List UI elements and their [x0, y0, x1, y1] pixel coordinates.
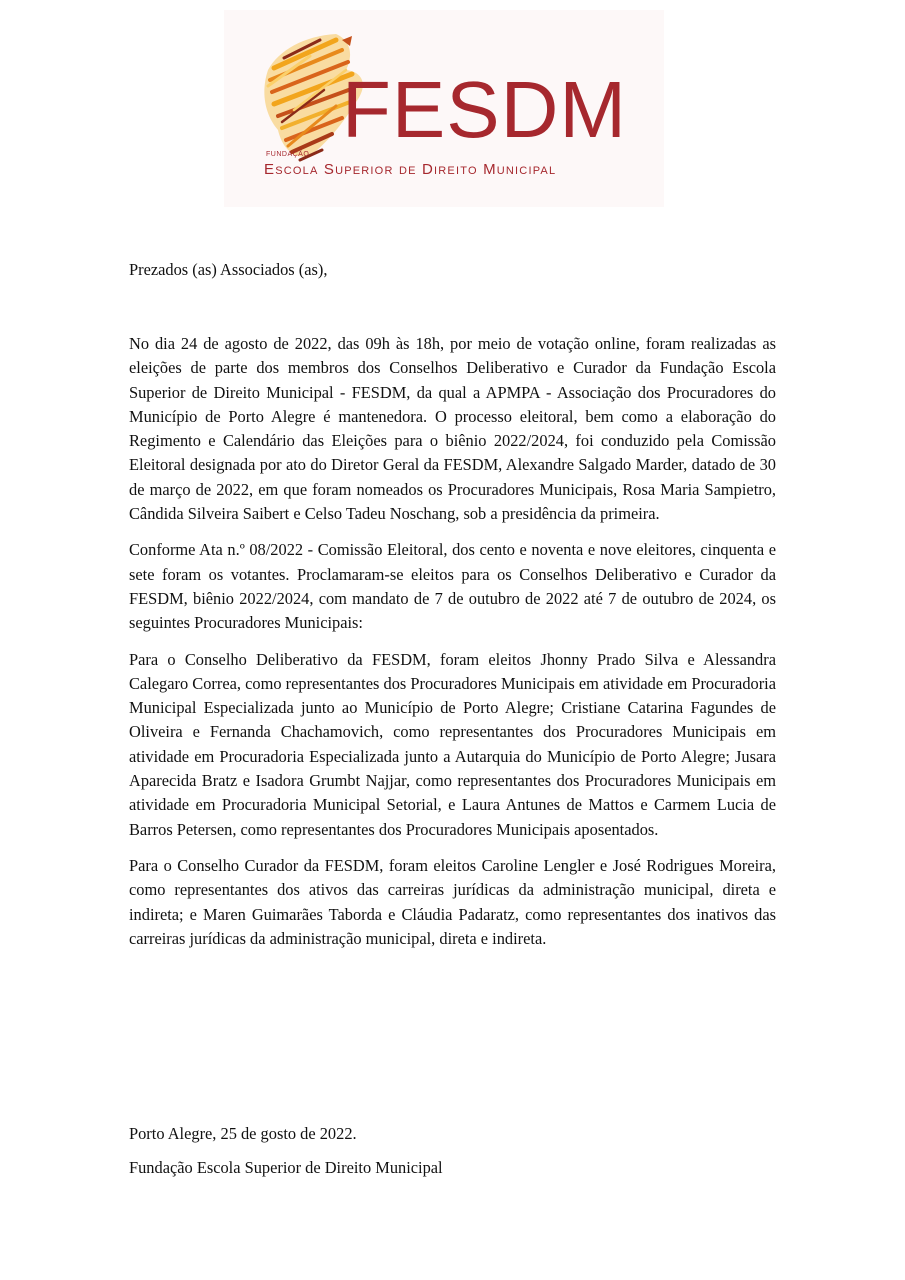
place-date: Porto Alegre, 25 de gosto de 2022.: [129, 1124, 357, 1143]
paragraph-deliberative-council: Para o Conselho Deliberativo da FESDM, foram eleitos Jhonny Prado Silva e Alessandra Calegaro Correa, como representantes dos Procuradores Municipais em atividade em Procuradoria Municipal Especializada junto ao Município de Porto Alegre; Cristiane Catarina Fagundes de Oliveira e Fernanda Chachamovich, como representantes dos Procuradores Municipais em atividade em Procuradoria Especializada junto a Autarquia do Município de Porto Alegre; Jusara Aparecida Bratz e Isadora Grumbt Najjar, como representantes dos Procuradores Municipais em atividade em Procuradoria Municipal Setorial, e Laura Antunes de Mattos e Carmem Lucia de Barros Petersen, como representantes dos Procuradores Municipais aposentados.: [129, 649, 776, 839]
paragraph-election-details: No dia 24 de agosto de 2022, das 09h às 18h, por meio de votação online, foram realizadas as eleições de parte dos membros dos Conselhos Deliberativo e Curador da Fundação Escola Superior de Direito Municipal - FESDM, da qual a APMPA - Associação dos Procuradores do Município de Porto Alegre é mantenedora. O processo eleitoral, bem como a elaboração do Regimento e Calendário das Eleições para o biênio 2022/2024, foi conduzido pela Comissão Eleitoral designada por ato do Diretor Geral da FESDM, Alexandre Salgado Marder, datado de 30 de março de 2022, em que foram nomeados os Procuradores Municipais, Rosa Maria Sampietro, Cândida Silveira Saibert e Celso Tadeu Noschang, sob a presidência da primeira.: [129, 334, 776, 524]
greeting: Prezados (as) Associados (as),: [129, 260, 328, 279]
logo-wordmark: FESDM: [342, 65, 627, 154]
paragraph-results: Conforme Ata n.º 08/2022 - Comissão Eleitoral, dos cento e noventa e nove eleitores, cinquenta e sete foram os votantes. Proclamaram-se eleitos para os Conselhos Deliberativo e Curador da FESDM, biênio 2022/2024, com mandato de 7 de outubro de 2022 até 7 de outubro de 2024, os seguintes Procuradores Municipais:: [129, 540, 776, 633]
closing: [129, 1122, 776, 1191]
letter-body: [129, 332, 776, 963]
paragraph-curator-council: Para o Conselho Curador da FESDM, foram eleitos Caroline Lengler e José Rodrigues Moreira, como representantes dos ativos das carreiras jurídicas da administração municipal, direta e indireta; e Maren Guimarães Taborda e Cláudia Padaratz, como representantes dos inativos das carreiras jurídicas da administração municipal, direta e indireta.: [129, 855, 776, 948]
logo-small-label: FUNDAÇÃO: [266, 151, 310, 158]
logo-subtitle: Escola Superior de Direito Municipal: [264, 161, 557, 178]
signature: Fundação Escola Superior de Direito Municipal: [129, 1158, 443, 1178]
fesdm-logo: [224, 10, 664, 207]
